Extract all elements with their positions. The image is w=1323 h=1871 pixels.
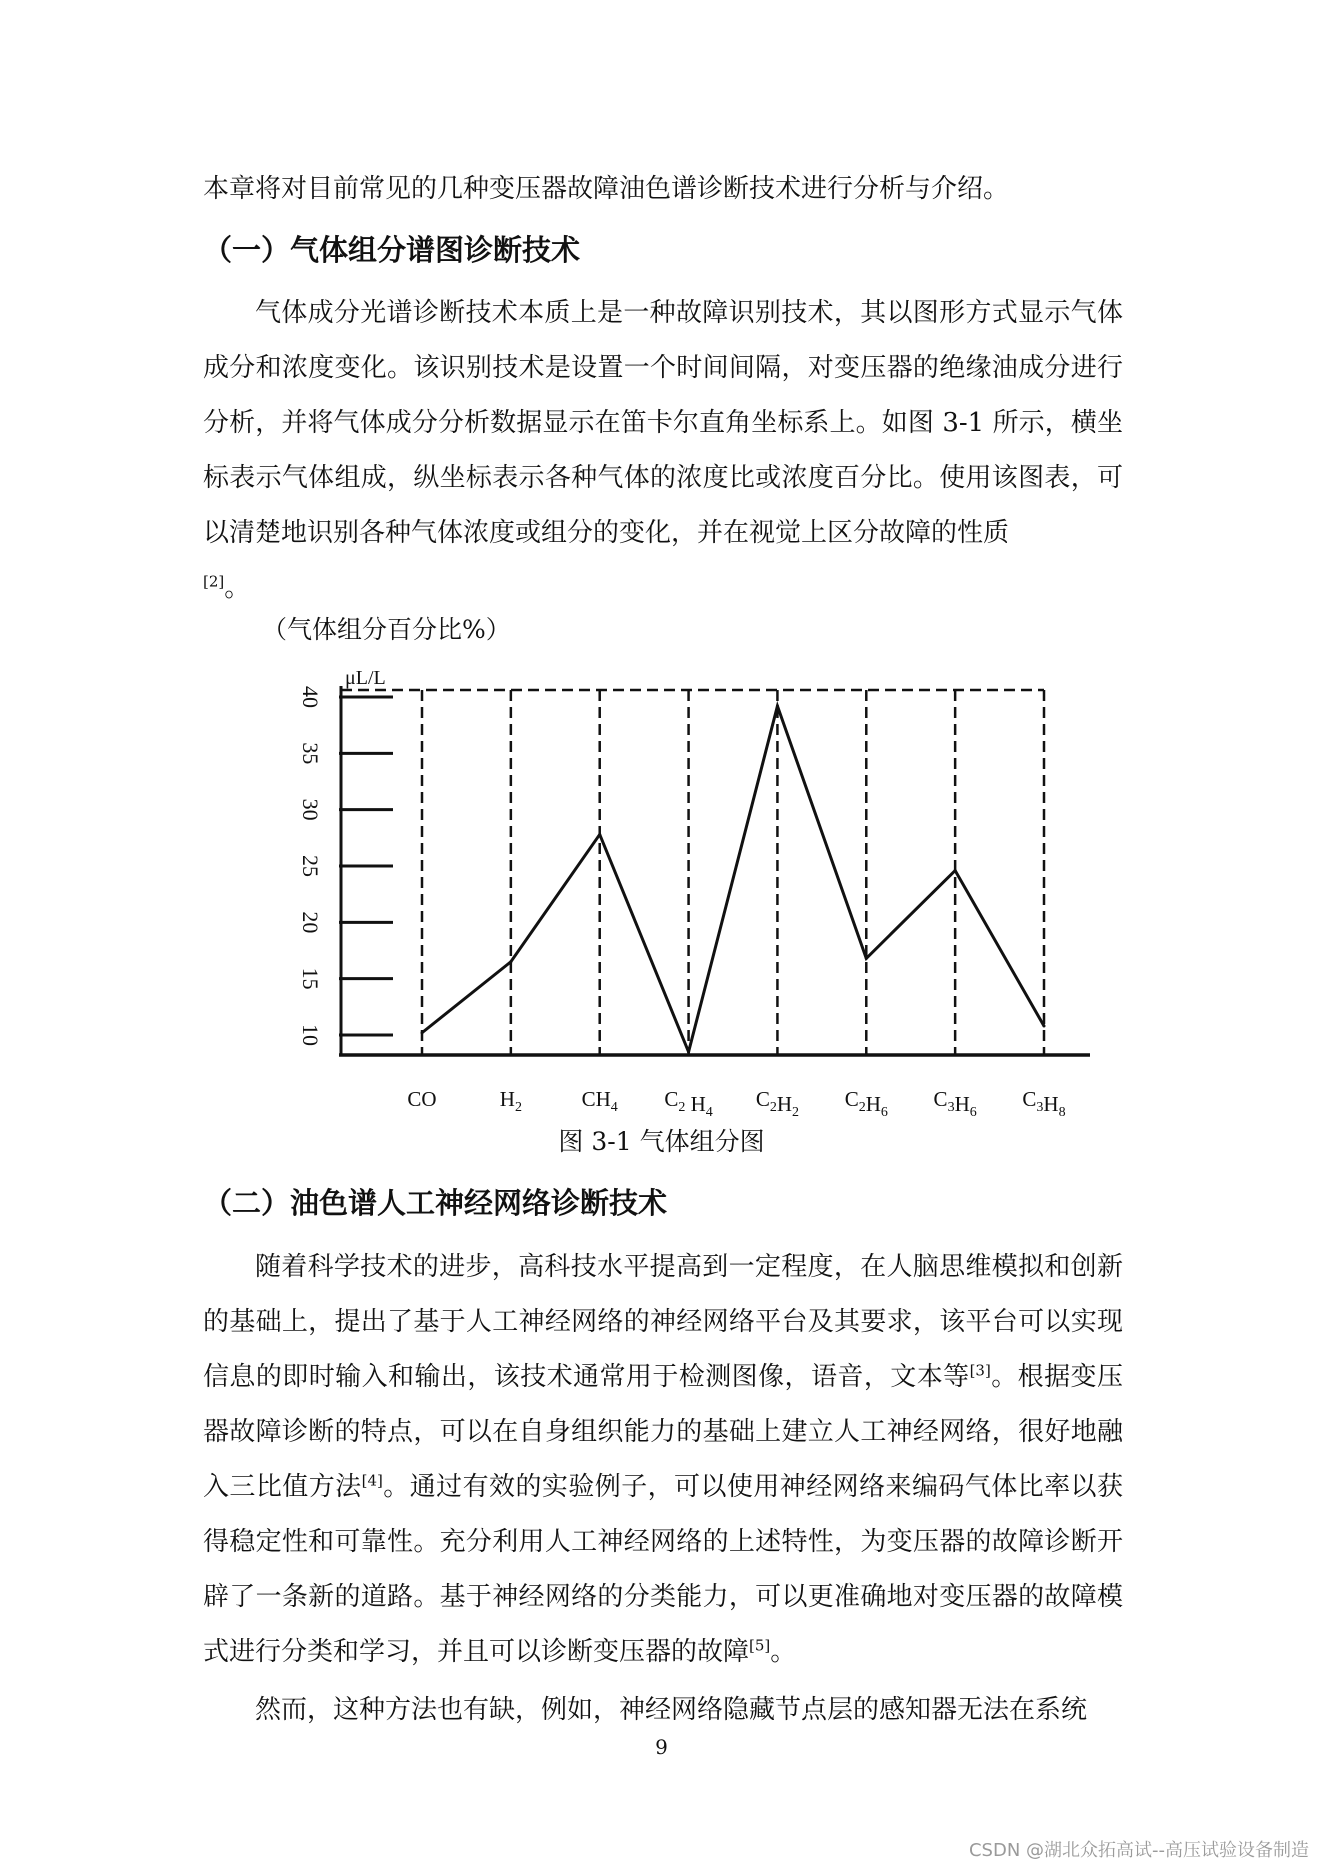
ref-2: [2] [203, 572, 225, 591]
data-point-1 [509, 960, 512, 963]
x-tick-label-7: $C_3H_8$ [1022, 1087, 1066, 1120]
y-tick-label-10: 10 [298, 1024, 323, 1046]
x-tick-label-3: $C_2$ $H_4$ [664, 1087, 713, 1120]
section1-heading: （一）气体组分谱图诊断技术 [203, 233, 581, 267]
section1-end: 。 [224, 573, 251, 603]
y-tick-label-15: 15 [298, 967, 323, 990]
page-number: 9 [655, 1735, 668, 1759]
s2-text-a: 随着科学技术的进步，高科技水平提高到一定程度，在人脑思维模拟和创新的基础上，提出了基于人工神经网络的神经网络平台及其要求，该平台可以实现信息的即时输入和输出，该技术通常用于检测图像，语音，文本等 [203, 1252, 1123, 1392]
data-point-5 [865, 957, 868, 960]
s2-text-c: 。通过有效的实验例子，可以使用神经网络来编码气体比率以获得稳定性和可靠性。充分利用人工神经网络的上述特性，为变压器的故障诊断开辟了一条新的道路。基于神经网络的分类能力，可以更准确地对变压器的故障模式进行分类和学习，并且可以诊断变压器的故障 [203, 1472, 1123, 1667]
chart-series [421, 705, 1046, 1054]
data-point-7 [1043, 1024, 1046, 1027]
y-tick-label-20: 20 [298, 911, 323, 934]
x-tick-label-2: $CH_4$ [581, 1087, 618, 1115]
data-point-6 [954, 869, 957, 872]
s2-text-b: 。根据变压器故障诊断的特点，可以在自身组织能力的基础上建立人工神经网络，很好地融入三比值方法 [203, 1362, 1123, 1502]
data-point-0 [421, 1031, 424, 1034]
chart-axes [339, 686, 1090, 1055]
x-tick-label-1: $H_2$ [499, 1087, 522, 1115]
x-tick-label-6: $C_3H_6$ [933, 1087, 977, 1120]
figure-caption: 图 3-1 气体组分图 [558, 1127, 765, 1156]
section1-text: 气体成分光谱诊断技术本质上是一种故障识别技术，其以图形方式显示气体成分和浓度变化。该识别技术是设置一个时间间隔，对变压器的绝缘油成分进行分析，并将气体成分分析数据显示在笛卡尔直角坐标系上。如图 3-1 所示，横坐标表示气体组成，纵坐标表示各种气体的浓度比或浓度百分比。使用该图表，可以清楚地识别各种气体浓度或组分的变化，并在视觉上区分故障的性质 [203, 298, 1123, 548]
data-point-4 [776, 705, 779, 708]
x-tick-label-5: $C_2H_6$ [844, 1087, 888, 1120]
section2-paragraph-2: 然而，这种方法也有缺，例如，神经网络隐藏节点层的感知器无法在系统 [255, 1695, 1088, 1725]
y-tick-label-30: 30 [298, 798, 323, 821]
data-point-2 [598, 833, 601, 836]
y-tick-label-40: 40 [298, 686, 323, 708]
y-unit-label: μL/L [345, 667, 386, 689]
y-tick-label-25: 25 [298, 855, 323, 877]
ref-3: [3] [969, 1361, 991, 1380]
figure-ylabel-caption: （气体组分百分比%） [262, 615, 511, 644]
section2-heading: （二）油色谱人工神经网络诊断技术 [203, 1186, 668, 1220]
ref-4: [4] [361, 1471, 383, 1490]
ref-5: [5] [749, 1636, 771, 1655]
data-point-3 [687, 1050, 690, 1053]
series-line [422, 706, 1044, 1052]
s2-text-end: 。 [770, 1637, 797, 1667]
section2-paragraph-1 [203, 1240, 1123, 1680]
y-tick-label-35: 35 [298, 742, 323, 765]
chart-labels [298, 667, 1066, 1120]
watermark-footer: CSDN @湖北众拓高试--高压试验设备制造 [968, 1840, 1309, 1861]
x-tick-label-0: CO [407, 1087, 437, 1111]
chart-grid [341, 690, 1044, 1055]
intro-line: 本章将对目前常见的几种变压器故障油色谱诊断技术进行分析与介绍。 [203, 174, 1010, 204]
x-tick-label-4: $C_2H_2$ [755, 1087, 800, 1120]
